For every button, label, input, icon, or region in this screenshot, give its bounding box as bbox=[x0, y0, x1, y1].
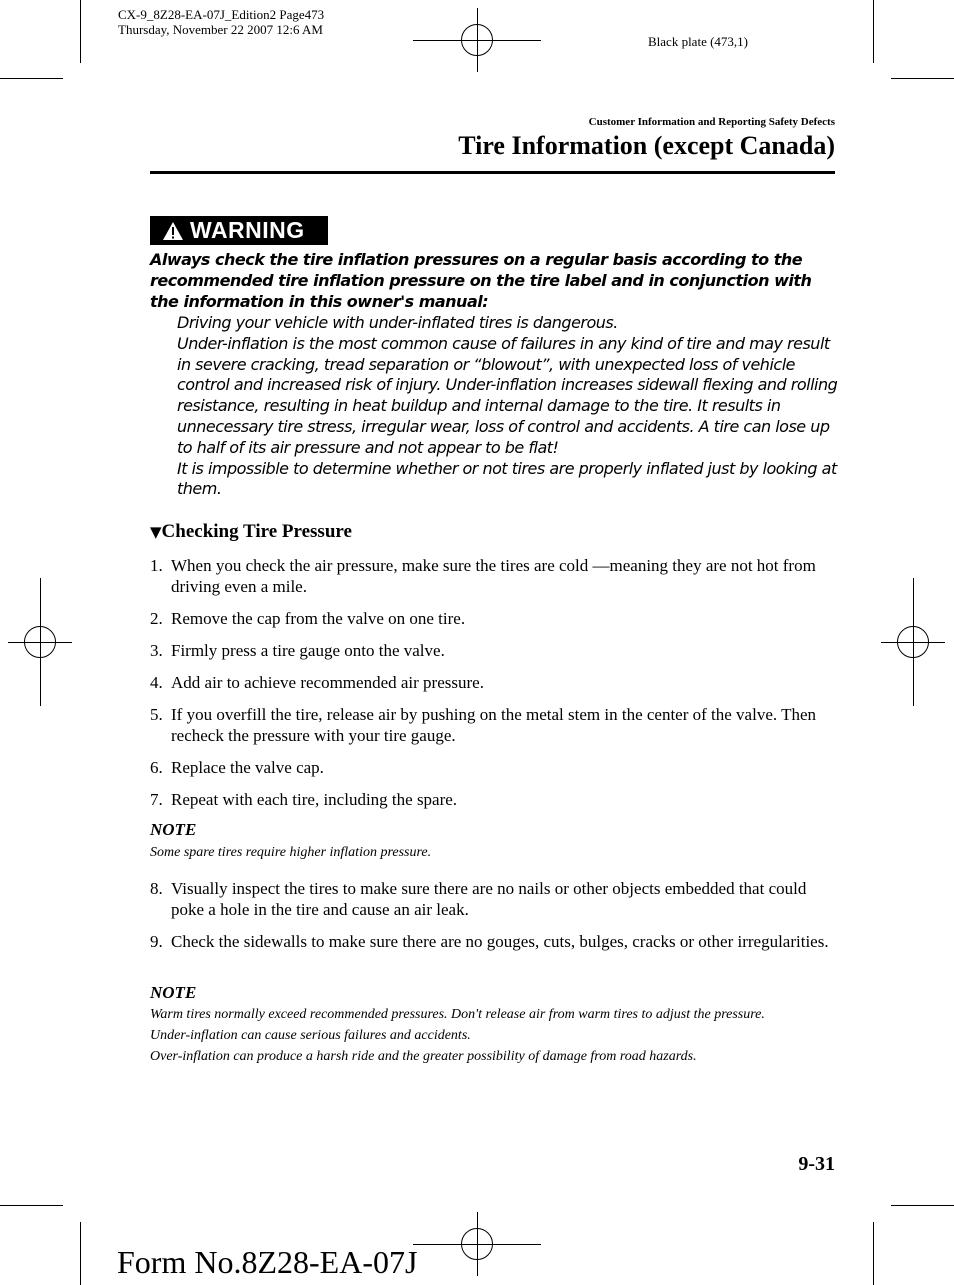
plate-label: Black plate (473,1) bbox=[648, 34, 748, 49]
step-number: 3. bbox=[150, 641, 163, 660]
print-slug bbox=[118, 7, 324, 37]
step-text: Visually inspect the tires to make sure there are no nails or other objects embedded that could poke a hole in the tire and cause an air leak. bbox=[171, 879, 807, 919]
title-rule bbox=[150, 171, 835, 174]
list-item bbox=[150, 931, 840, 952]
warning-paragraph: It is impossible to determine whether or not tires are properly inflated just by looking at them. bbox=[177, 458, 837, 499]
subsection-heading bbox=[150, 521, 352, 543]
note-heading: NOTE bbox=[150, 983, 197, 1002]
list-item bbox=[150, 672, 840, 693]
step-text: Add air to achieve recommended air pressure. bbox=[171, 673, 484, 692]
step-text: Replace the valve cap. bbox=[171, 758, 324, 777]
note-heading: NOTE bbox=[150, 820, 197, 839]
note-text: Some spare tires require higher inflation pressure. bbox=[150, 845, 432, 860]
warning-paragraph: Driving your vehicle with under-inflated tires is dangerous. bbox=[177, 313, 618, 332]
triangle-down-icon: ▼ bbox=[150, 523, 162, 541]
note-line: Over-inflation can produce a harsh ride and the greater possibility of damage from road hazards. bbox=[150, 1049, 697, 1064]
warning-triangle-icon bbox=[162, 221, 184, 241]
step-number: 9. bbox=[150, 932, 163, 951]
section-heading: Customer Information and Reporting Safety Defects bbox=[588, 116, 835, 128]
warning-paragraph: Under-inflation is the most common cause of failures in any kind of tire and may result in severe cracking, tread separation or “blowout”, with unexpected loss of vehicle control and increased risk of injury. Under-inflation increases sidewall flexing and rolling resistance, resulting in heat buildup and internal damage to the tire. It results in unnecessary tire stress, irregular wear, loss of control and accidents. A tire can lose up to half of its air pressure and not appear to be flat! bbox=[177, 333, 838, 457]
warning-badge bbox=[150, 216, 328, 245]
list-item bbox=[150, 608, 840, 629]
list-item bbox=[150, 640, 840, 661]
step-number: 1. bbox=[150, 556, 163, 575]
step-number: 2. bbox=[150, 609, 163, 628]
warning-body bbox=[177, 313, 842, 500]
form-number: Form No.8Z28-EA-07J bbox=[117, 1244, 418, 1280]
step-text: Check the sidewalls to make sure there are no gouges, cuts, bulges, cracks or other irregularities. bbox=[171, 932, 829, 951]
step-text: Repeat with each tire, including the spare. bbox=[171, 790, 458, 809]
list-item bbox=[150, 704, 840, 746]
list-item bbox=[150, 757, 840, 778]
list-item bbox=[150, 878, 840, 920]
list-item bbox=[150, 789, 840, 810]
warning-label: WARNING bbox=[190, 217, 305, 243]
step-text: If you overfill the tire, release air by pushing on the metal stem in the center of the valve. Then recheck the pressure with your tire gauge. bbox=[171, 705, 816, 745]
warning-intro: Always check the tire inflation pressures on a regular basis according to the recommended tire inflation pressure on the tire label and in conjunction with the information in this owner's manual: bbox=[150, 250, 812, 311]
note-line: Under-inflation can cause serious failures and accidents. bbox=[150, 1028, 471, 1043]
step-number: 4. bbox=[150, 673, 163, 692]
slug-line-2: Thursday, November 22 2007 12:6 AM bbox=[118, 22, 323, 37]
step-text: When you check the air pressure, make sure the tires are cold ―meaning they are not hot from driving even a mile. bbox=[171, 556, 816, 596]
slug-line-1: CX-9_8Z28-EA-07J_Edition2 Page473 bbox=[118, 7, 325, 22]
step-text: Firmly press a tire gauge onto the valve. bbox=[171, 641, 445, 660]
step-number: 6. bbox=[150, 758, 163, 777]
step-number: 7. bbox=[150, 790, 163, 809]
step-number: 5. bbox=[150, 705, 163, 724]
page-title: Tire Information (except Canada) bbox=[458, 131, 835, 160]
note-text-block bbox=[150, 1004, 840, 1067]
step-number: 8. bbox=[150, 879, 163, 898]
step-text: Remove the cap from the valve on one tire. bbox=[171, 609, 466, 628]
note-line: Warm tires normally exceed recommended pressures. Don't release air from warm tires to adjust the pressure. bbox=[150, 1007, 765, 1022]
list-item bbox=[150, 555, 840, 597]
page-number: 9-31 bbox=[798, 1153, 835, 1175]
subsection-title: Checking Tire Pressure bbox=[161, 521, 352, 542]
